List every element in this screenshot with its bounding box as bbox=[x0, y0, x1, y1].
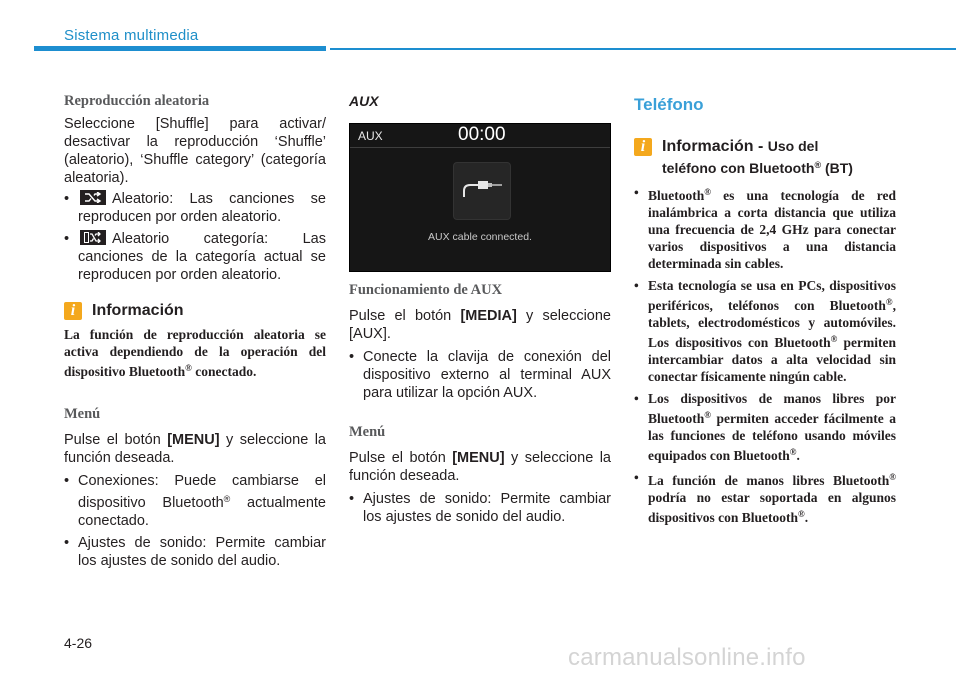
list-item: • Ajustes de sonido: Permite cambiar los ajustes de sonido del audio. bbox=[64, 534, 326, 570]
info-note bbox=[64, 326, 326, 380]
info-subtitle: Uso del bbox=[767, 138, 819, 154]
menu-instruction-post: y seleccione la función deseada. bbox=[64, 432, 326, 466]
bt-text: podría no estar soportada en algunos dispositivos con Bluetooth bbox=[648, 490, 896, 525]
registered-mark: ® bbox=[704, 187, 711, 197]
bt-text: , tablets, electrodomésticos y automóviles. Los dispositivos con Bluetooth bbox=[648, 298, 896, 350]
shuffle-category-icon bbox=[80, 230, 106, 245]
shuffle-category-text: Aleatorio categoría: Las canciones de la categoría actual se reproducen por orden aleatorio. bbox=[78, 231, 326, 283]
shuffle-random-text: Aleatorio: Las canciones se reproducen por orden aleatorio. bbox=[78, 191, 326, 225]
menu-item-text: Conexiones: Puede cambiarse el dispositivo Bluetooth bbox=[78, 473, 326, 511]
telephone-title: Teléfono bbox=[634, 95, 704, 114]
bt-text: permiten intercambiar datos a alta velocidad sin conectar físicamente ningún cable. bbox=[648, 335, 896, 384]
info-note-end: conectado. bbox=[191, 364, 257, 379]
header-rule-thick bbox=[34, 46, 326, 51]
bt-text: . bbox=[796, 448, 800, 463]
list-item bbox=[634, 469, 896, 526]
aux-cable-icon bbox=[453, 162, 511, 220]
shuffle-list bbox=[64, 190, 326, 284]
info-icon: i bbox=[64, 302, 82, 320]
menu-instruction-pre: Pulse el botón bbox=[349, 450, 453, 466]
info-subtitle-end: (BT) bbox=[821, 160, 853, 176]
aux-operation-instruction bbox=[349, 307, 611, 343]
section-title: Sistema multimedia bbox=[64, 27, 199, 44]
shuffle-intro: Seleccione [Shuffle] para activar/ desactivar la reproducción ‘Shuffle’ (aleatorio), ‘Shuffle category’ (categoría aleatoria). bbox=[64, 116, 326, 186]
info-title: Información - bbox=[662, 138, 768, 155]
header-rule-thin bbox=[330, 48, 956, 50]
watermark: carmanualsonline.info bbox=[568, 644, 806, 671]
screen-time: 00:00 bbox=[458, 124, 506, 145]
aux-screen-image bbox=[349, 123, 611, 272]
screen-message: AUX cable connected. bbox=[428, 231, 532, 243]
registered-mark: ® bbox=[704, 410, 711, 420]
aux-heading: AUX bbox=[349, 93, 379, 109]
screen-label: AUX bbox=[358, 129, 383, 143]
menu-instruction-post: y seleccione la función deseada. bbox=[349, 450, 611, 484]
menu-button-label: [MENU] bbox=[167, 432, 220, 448]
menu-button-label: [MENU] bbox=[452, 450, 505, 466]
list-item bbox=[634, 277, 896, 385]
shuffle-icon bbox=[80, 190, 106, 205]
page-number: 4-26 bbox=[64, 635, 93, 651]
list-item bbox=[634, 390, 896, 464]
menu-instruction bbox=[349, 449, 611, 485]
aux-list bbox=[349, 348, 611, 402]
column-middle bbox=[349, 93, 611, 530]
info-header bbox=[64, 302, 326, 320]
list-item bbox=[634, 184, 896, 272]
info-title: Información bbox=[92, 302, 184, 319]
media-button-label: [MEDIA] bbox=[460, 308, 517, 324]
info-subtitle-line2: teléfono con Bluetooth bbox=[662, 160, 815, 176]
bt-text: Los dispositivos de manos libres por Bluetooth bbox=[648, 391, 896, 426]
info-note-text: La función de reproducción aleatoria se activa dependiendo de la operación del dispositivo Bluetooth bbox=[64, 327, 326, 379]
registered-mark: ® bbox=[885, 297, 893, 307]
bt-text: . bbox=[804, 510, 809, 525]
menu-instruction-pre: Pulse el botón bbox=[64, 432, 168, 448]
list-item: • Conecte la clavija de conexión del dispositivo externo al terminal AUX para utilizar la opción AUX. bbox=[349, 348, 611, 402]
registered-mark: ® bbox=[223, 494, 231, 504]
registered-mark: ® bbox=[889, 472, 896, 482]
registered-mark: ® bbox=[789, 447, 797, 457]
info-icon: i bbox=[634, 138, 652, 156]
aux-op-post: y seleccione [AUX]. bbox=[349, 308, 611, 342]
info-header bbox=[634, 137, 896, 178]
bt-text: Bluetooth bbox=[648, 188, 705, 203]
menu-item-text-end: actualmente conectado. bbox=[78, 495, 326, 529]
registered-mark: ® bbox=[185, 363, 192, 373]
menu-list bbox=[349, 490, 611, 526]
list-item bbox=[64, 230, 326, 284]
column-left bbox=[64, 93, 326, 574]
bt-text: es una tecnología de red inalámbrica a corta distancia que utiliza una frecuencia de 2,4 GHz para conectar varios dispositivos a una distancia determinada sin cables. bbox=[648, 188, 896, 271]
bt-text: permiten acceder fácilmente a las funciones de teléfono usando móviles equipados con Bluetooth bbox=[648, 411, 896, 463]
list-item bbox=[64, 190, 326, 226]
registered-mark: ® bbox=[798, 509, 805, 519]
info-heading bbox=[662, 137, 853, 178]
bt-text: Esta tecnología se usa en PCs, dispositivos periféricos, teléfonos con Bluetooth bbox=[648, 278, 896, 313]
menu-instruction bbox=[64, 431, 326, 467]
menu-heading: Menú bbox=[64, 406, 101, 422]
screen-divider bbox=[350, 147, 610, 148]
bt-text: La función de manos libres Bluetooth bbox=[648, 473, 890, 488]
aux-operation-heading: Funcionamiento de AUX bbox=[349, 282, 503, 298]
registered-mark: ® bbox=[830, 334, 838, 344]
bluetooth-info-list bbox=[634, 184, 896, 526]
column-right bbox=[634, 93, 896, 531]
list-item bbox=[64, 472, 326, 530]
shuffle-heading: Reproducción aleatoria bbox=[64, 93, 210, 109]
menu-list bbox=[64, 472, 326, 570]
registered-mark: ® bbox=[814, 160, 822, 170]
aux-op-pre: Pulse el botón bbox=[349, 308, 461, 324]
menu-heading: Menú bbox=[349, 424, 386, 440]
list-item: • Ajustes de sonido: Permite cambiar los ajustes de sonido del audio. bbox=[349, 490, 611, 526]
